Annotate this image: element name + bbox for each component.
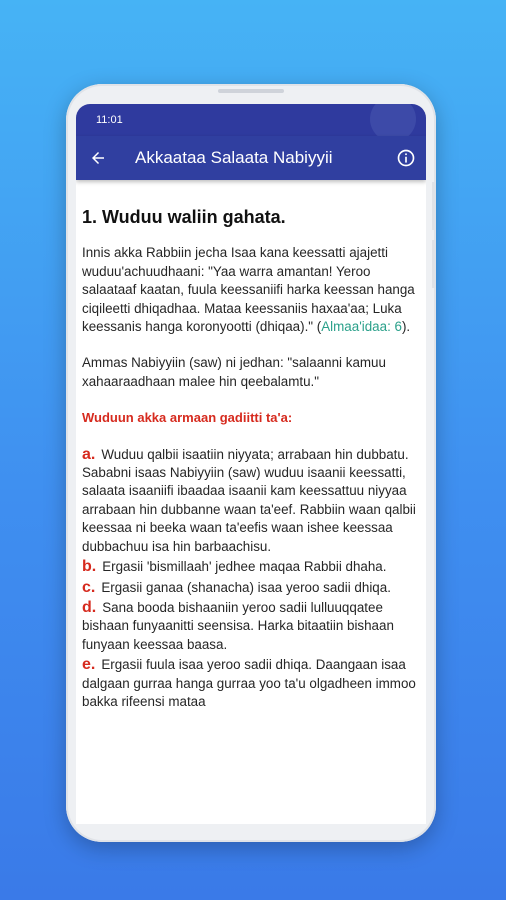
back-button[interactable]: [76, 136, 120, 180]
hadith-paragraph: Ammas Nabiyyiin (saw) ni jedhan: "salaanni kamuu xahaaraadhaan malee hin qeebalamtu.": [82, 355, 386, 389]
step-item: [82, 446, 420, 556]
page-title: Akkaataa Salaata Nabiyyii: [135, 148, 333, 167]
step-letter: b.: [82, 558, 97, 576]
section-heading: 1. Wuduu waliin gahata.: [82, 207, 286, 227]
phone-side-button: [432, 240, 436, 288]
quran-reference-link[interactable]: Almaa'idaa: 6: [321, 319, 402, 335]
phone-screen: [76, 104, 426, 824]
step-item: [82, 579, 420, 597]
intro-paragraph: [82, 244, 420, 336]
step-letter: d.: [82, 598, 97, 616]
step-letter: c.: [82, 578, 96, 596]
status-time: 11:01: [96, 114, 123, 126]
app-bar: [76, 136, 426, 180]
info-icon: [396, 148, 416, 168]
step-letter: a.: [82, 445, 96, 463]
phone-side-button: [432, 182, 436, 230]
arrow-left-icon: [89, 149, 107, 167]
step-text: Ergasii ganaa (shanacha) isaa yeroo sadii dhiqa.: [101, 579, 391, 595]
step-text: Ergasii 'bismillaah' jedhee maqaa Rabbii dhaha.: [102, 559, 387, 575]
step-letter: e.: [82, 656, 96, 674]
status-bar: [76, 104, 426, 136]
reference-open: (: [316, 319, 322, 335]
step-text: Sana booda bishaaniin yeroo sadii lulluuqqatee bishaan funyaanitti seensisa. Harka bitaatiin bishaan funyaan keessaa baasa.: [82, 599, 394, 652]
step-text: Wuduu qalbii isaatiin niyyata; arrabaan hin dubbatu. Sababni isaas Nabiyyiin (saw) wuduu isaanii keessatti, salaata isaaniifi ibaadaa isaanii kam keessattuu niyyaa arrabaan hin dubbanne waan ta'eef. Rabbiin waan qalbii keessaa ni beeka waan ta'eefis waan ishee keessaa dubbachuu isa hin barbaachisu.: [82, 446, 416, 554]
step-item: [82, 599, 420, 654]
intro-text: Innis akka Rabbiin jecha Isaa kana keessatti ajajetti wuduu'achuudhaani: "Yaa warra amantan! Yeroo salaataaf kaatan, fuula keessaniifi harka keessan hanga ciqileetti dhiqadhaa. Mataa keessaniis haxaa'aa; Luka keessanis hanga koronyootti (dhiqaa).": [82, 245, 415, 335]
step-item: [82, 656, 420, 711]
step-text: Ergasii fuula isaa yeroo sadii dhiqa. Daangaan isaa dalgaan gurraa hanga gurraa yoo ta'u olgadheen immoo bakka rifeensi mataa: [82, 657, 416, 709]
info-button[interactable]: [386, 136, 426, 180]
step-item: [82, 558, 420, 576]
reference-close: ).: [401, 319, 411, 335]
conditions-heading: Wuduun akka armaan gadiitti ta'a:: [82, 410, 293, 426]
phone-speaker: [218, 89, 284, 93]
article-content: [76, 180, 426, 711]
